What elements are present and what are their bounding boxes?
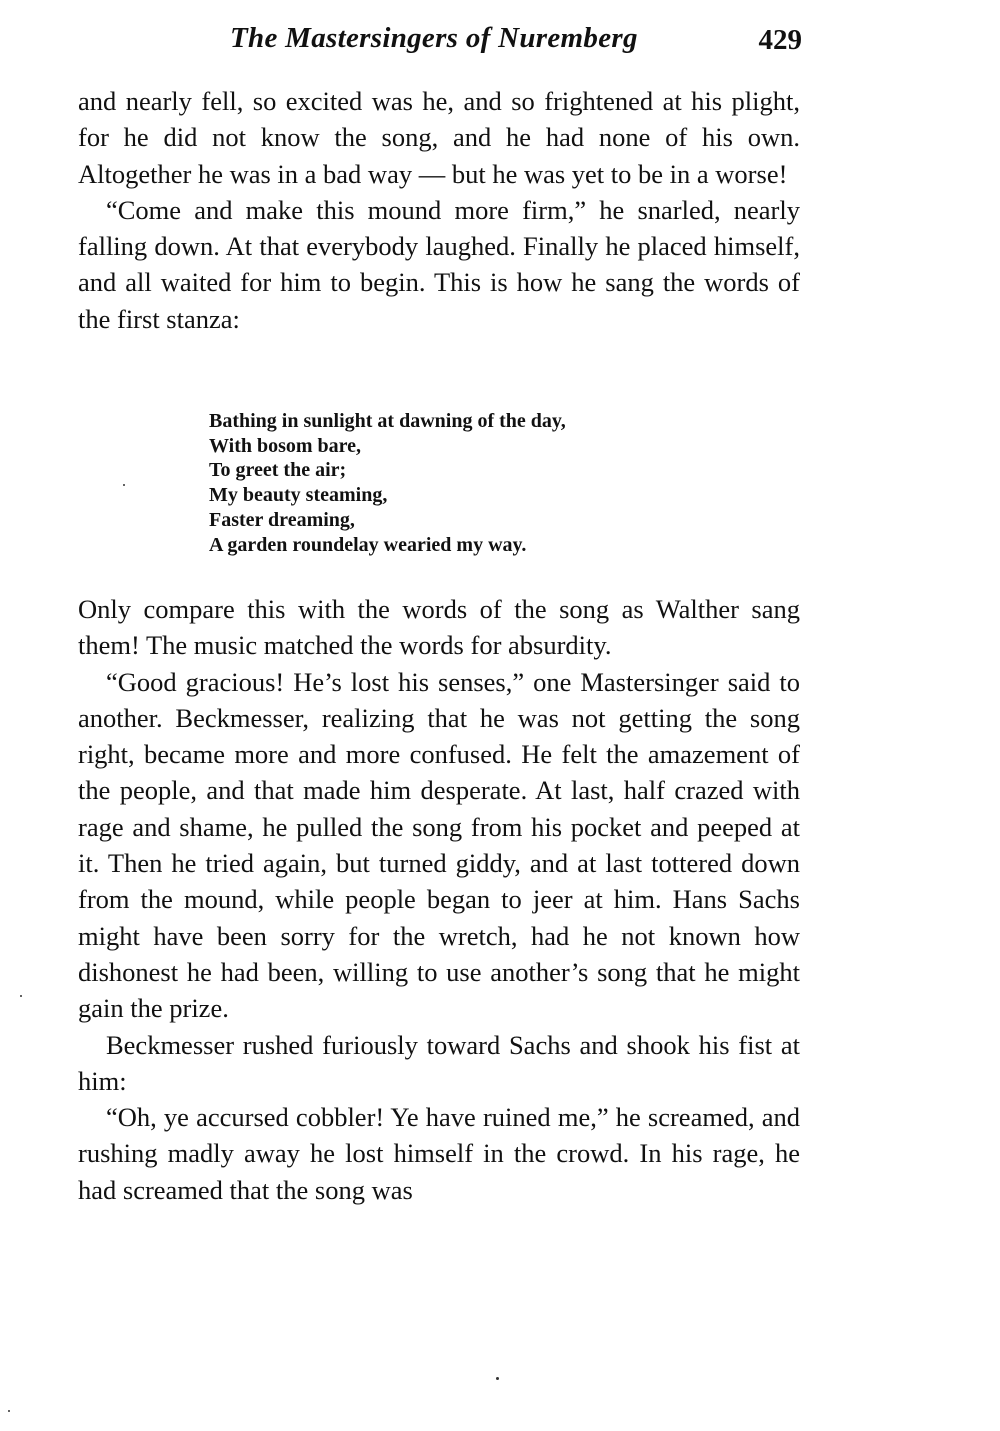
- paragraph-good-gracious: “Good gracious! He’s lost his senses,” one Mastersinger said to another. Beckmesser, realizing that he was not getting the song right, became more and more confused. He felt the amazement of the people, and that made him desperate. At last, half crazed with rage and shame, he pulled the song from his pocket and peeped at it. Then he tried again, but turned giddy, and at last tottered down from the mound, while people began to jeer at him. Hans Sachs might have been sorry for the wretch, had he not known how dishonest he had been, willing to use another’s song that he might gain the prize.: [78, 666, 800, 1024]
- running-head: [230, 22, 802, 62]
- paragraph-accursed-cobbler: “Oh, ye accursed cobbler! Ye have ruined me,” he screamed, and rushing madly away he lost himself in the crowd. In his rage, he had screamed that the song was: [78, 1102, 800, 1205]
- scan-speck: [20, 995, 22, 997]
- verse-line: A garden roundelay wearied my way.: [209, 533, 527, 556]
- running-title: The Mastersingers of Nuremberg: [230, 22, 638, 54]
- verse-line: Bathing in sunlight at dawning of the day,: [209, 410, 566, 432]
- verse-stanza: [209, 409, 566, 557]
- verse-line: To greet the air;: [209, 459, 347, 482]
- page-number: 429: [758, 24, 802, 56]
- paragraph-compare: Only compare this with the words of the song as Walther sang them! The music matched the words for absurdity.: [78, 594, 800, 661]
- text-block-top: [78, 83, 800, 337]
- verse-line: My beauty steaming,: [209, 484, 388, 507]
- paragraph-mound: “Come and make this mound more firm,” he snarled, nearly falling down. At that everybody laughed. Finally he placed himself, and all waited for him to begin. This is how he sang the words of the first stanza:: [78, 194, 800, 334]
- paragraph-beckmesser-rushed: Beckmesser rushed furiously toward Sachs and shook his fist at him:: [78, 1029, 800, 1096]
- paragraph-continuation: and nearly fell, so excited was he, and so frightened at his plight, for he did not know the song, and he had none of his own. Altogether he was in a bad way — but he was yet to be in a worse!: [78, 86, 800, 189]
- text-block-bottom: [78, 591, 800, 1208]
- scan-speck: [8, 1410, 10, 1412]
- scan-speck: [123, 484, 125, 486]
- scan-speck: [496, 1377, 499, 1380]
- verse-line: With bosom bare,: [209, 434, 362, 457]
- verse-line: Faster dreaming,: [209, 508, 355, 531]
